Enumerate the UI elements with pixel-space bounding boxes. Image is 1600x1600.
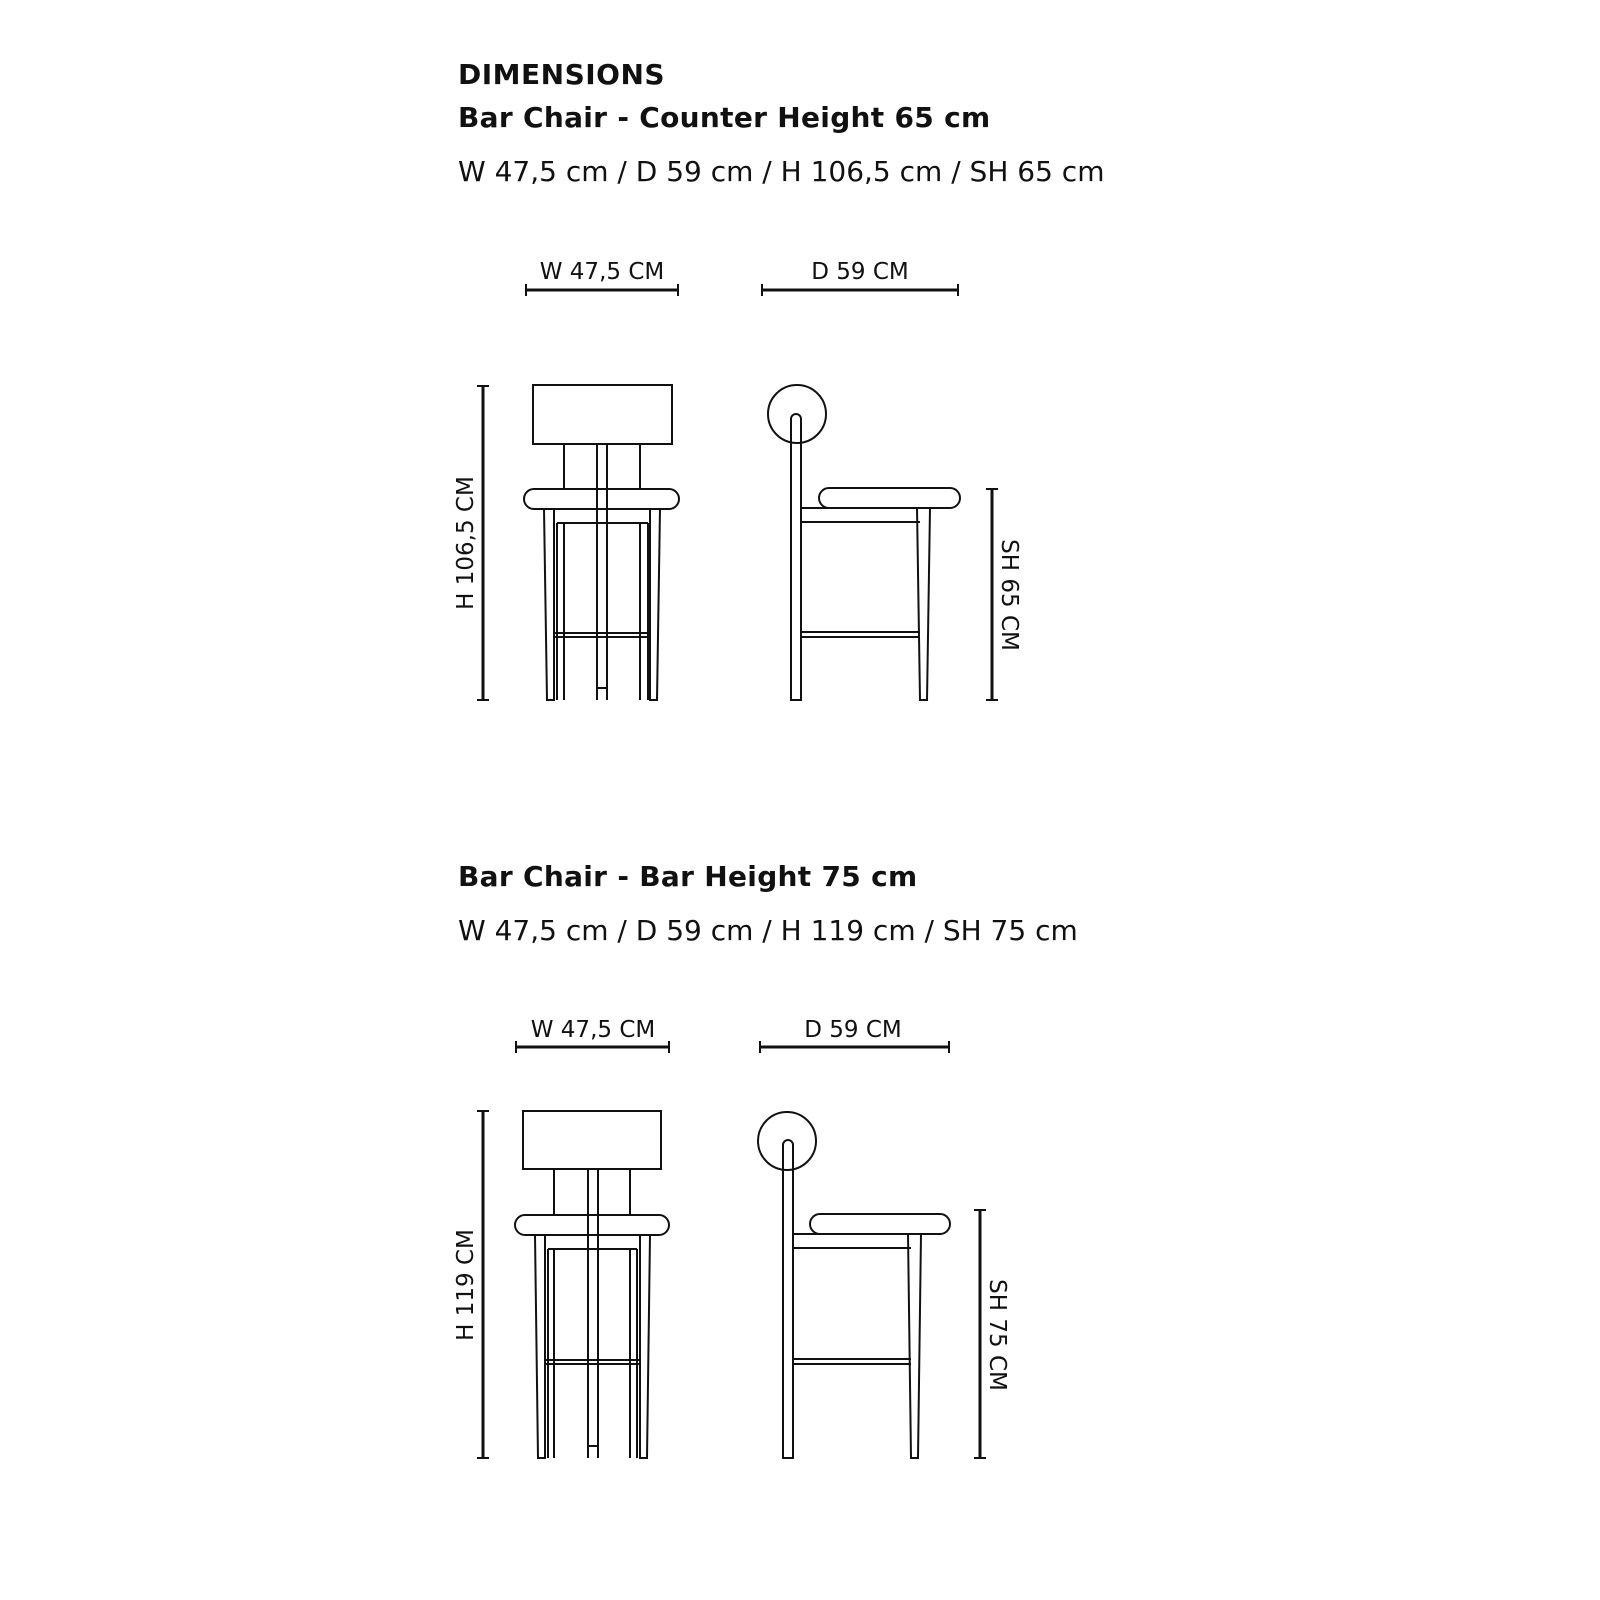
product-title-counter: Bar Chair - Counter Height 65 cm xyxy=(458,101,991,134)
dimension-width-counter xyxy=(526,259,678,296)
chair-front-view-bar xyxy=(515,1111,669,1458)
chair-front-view-counter xyxy=(524,385,679,700)
dimension-width-bar xyxy=(516,1017,669,1053)
dimension-seat-height-counter xyxy=(986,489,1022,700)
height-label-counter: H 106,5 CM xyxy=(453,476,479,610)
width-label-counter: W 47,5 CM xyxy=(539,259,665,285)
seat-height-label-counter: SH 65 CM xyxy=(996,539,1022,651)
chair-side-view-bar xyxy=(758,1112,950,1458)
height-label-bar: H 119 CM xyxy=(453,1229,479,1341)
depth-label-counter: D 59 CM xyxy=(811,259,909,285)
seat-height-label-bar: SH 75 CM xyxy=(984,1279,1010,1391)
dimension-depth-bar xyxy=(760,1017,949,1053)
dimension-height-bar xyxy=(453,1111,489,1458)
depth-label-bar: D 59 CM xyxy=(804,1017,902,1043)
section-heading: DIMENSIONS xyxy=(458,58,666,91)
dimension-depth-counter xyxy=(762,259,958,296)
product-title-bar: Bar Chair - Bar Height 75 cm xyxy=(458,860,918,893)
chair-side-view-counter xyxy=(768,385,960,700)
width-label-bar: W 47,5 CM xyxy=(530,1017,656,1043)
dimension-seat-height-bar xyxy=(974,1210,1010,1458)
dimension-height-counter xyxy=(453,386,489,700)
dimensions-summary-bar: W 47,5 cm / D 59 cm / H 119 cm / SH 75 cm xyxy=(458,914,1078,947)
dimensions-summary-counter: W 47,5 cm / D 59 cm / H 106,5 cm / SH 65 cm xyxy=(458,155,1105,188)
